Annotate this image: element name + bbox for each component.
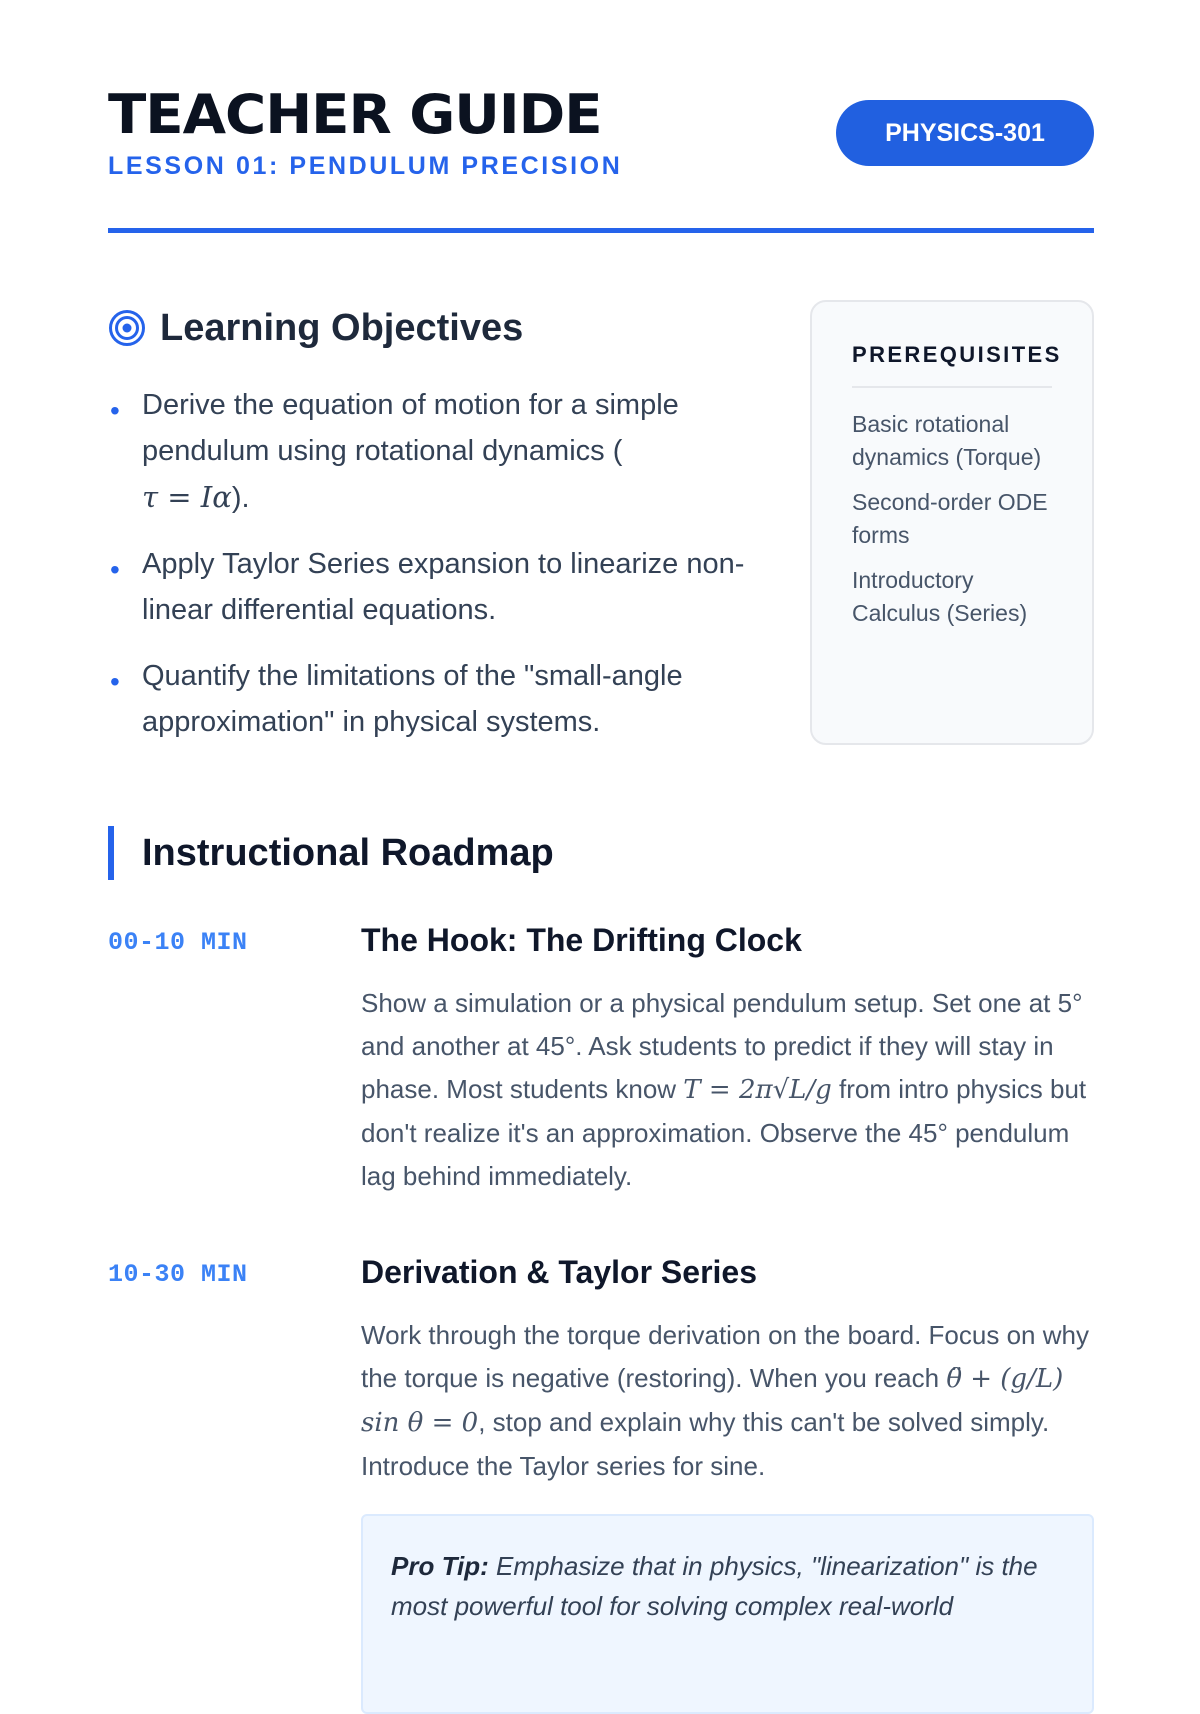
header-divider: [108, 228, 1094, 233]
step-description: [361, 982, 1094, 1198]
step-text-after: , stop and explain why this can't be solved simply. Introduce the Taylor series for sine.: [361, 1407, 1050, 1481]
step-time: 00-10 MIN: [108, 928, 248, 957]
prerequisite-item: Second-order ODE forms: [852, 489, 1048, 548]
lesson-subtitle: LESSON 01: PENDULUM PRECISION: [108, 152, 623, 180]
list-item: [108, 653, 748, 745]
step-description: [361, 1314, 1094, 1488]
course-badge: PHYSICS-301: [836, 100, 1094, 166]
list-item: [108, 382, 748, 521]
pro-tip-text: Emphasize that in physics, "linearization" is the most powerful tool for solving complex real-world: [391, 1551, 1038, 1621]
step-body: [361, 922, 1094, 1198]
prerequisites-title: PREREQUISITES: [852, 342, 1052, 388]
period-formula: T = 2π√L/g: [683, 1075, 832, 1105]
prerequisites-card: [810, 300, 1094, 745]
equation-of-motion: θ̈ + (g/L) sin θ = 0: [361, 1364, 1064, 1438]
step-title: The Hook: The Drifting Clock: [361, 922, 802, 958]
target-icon: [108, 309, 146, 347]
step-body: [361, 1254, 1094, 1488]
step-time: 10-30 MIN: [108, 1260, 248, 1289]
prerequisite-item: Introductory Calculus (Series): [852, 567, 1028, 626]
prerequisite-item: Basic rotational dynamics (Torque): [852, 411, 1042, 470]
objective-math: τ = Iα: [142, 480, 232, 514]
objective-text: Apply Taylor Series expansion to linearize non-linear differential equations.: [142, 548, 745, 626]
objective-text: Derive the equation of motion for a simple pendulum using rotational dynamics (: [142, 389, 679, 467]
bullet-icon: •: [110, 395, 120, 426]
pro-tip-box: [361, 1514, 1094, 1714]
bullet-icon: •: [110, 666, 120, 697]
pro-tip-label: Pro Tip:: [391, 1551, 489, 1581]
step-text-before: Work through the torque derivation on the board. Focus on why the torque is negative (restoring). When you reach: [361, 1320, 1089, 1393]
objectives-list: [108, 382, 748, 765]
step-text-after: from intro physics but don't realize it's an approximation. Observe the 45° pendulum lag behind immediately.: [361, 1074, 1087, 1191]
step-text-before: Show a simulation or a physical pendulum setup. Set one at 5° and another at 45°. Ask students to predict if they will stay in phase. Most students know: [361, 988, 1083, 1104]
objective-text: Quantify the limitations of the "small-angle approximation" in physical systems.: [142, 660, 683, 738]
step-title: Derivation & Taylor Series: [361, 1254, 757, 1290]
guide-header: [108, 84, 1094, 234]
page-title: TEACHER GUIDE: [108, 83, 602, 146]
objective-text-end: ).: [231, 482, 250, 514]
objectives-heading-text: Learning Objectives: [160, 306, 524, 349]
list-item: [108, 541, 748, 633]
objectives-heading: [108, 300, 523, 356]
bullet-icon: •: [110, 554, 120, 585]
roadmap-heading: Instructional Roadmap: [108, 826, 554, 880]
